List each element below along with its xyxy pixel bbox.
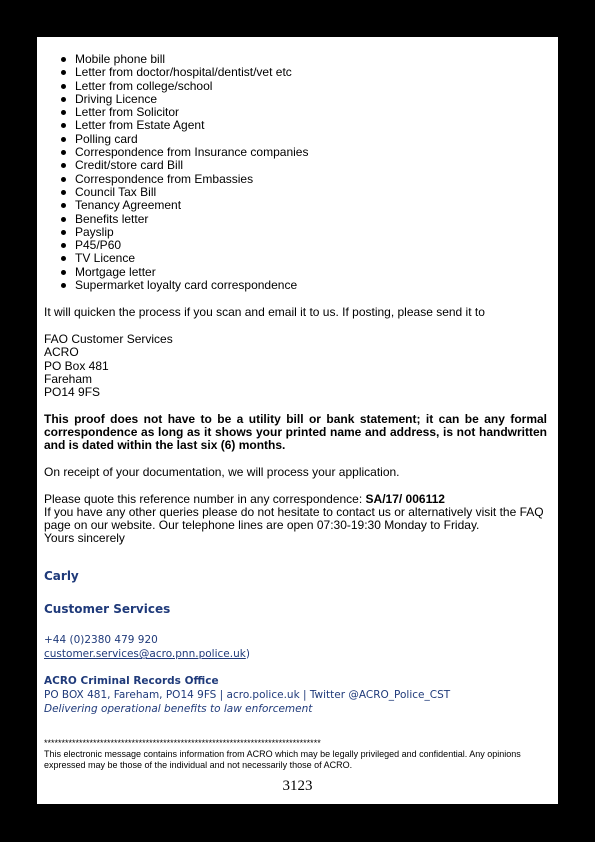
email-link[interactable]: customer.services@acro.pnn.police.uk xyxy=(44,648,246,661)
queries-paragraph: If you have any other queries please do not hesitate to contact us or alternatively visit the FAQ page on our website. Our telephone lines are open 07:30-19:30 Monday to Friday. xyxy=(44,504,544,533)
list-item: Credit/store card Bill xyxy=(75,159,547,172)
signature-org: ACRO Criminal Records Office xyxy=(44,675,219,688)
receipt-paragraph: On receipt of your documentation, we will process your application. xyxy=(44,464,400,479)
accepted-documents-list xyxy=(44,53,547,292)
list-item: Supermarket loyalty card correspondence xyxy=(75,279,547,292)
address-line: PO14 9FS xyxy=(44,385,101,400)
signature-org-address: PO BOX 481, Fareham, PO14 9FS | acro.police.uk | Twitter @ACRO_Police_CST xyxy=(44,689,451,702)
closing: Yours sincerely xyxy=(44,531,125,546)
signature-tagline: Delivering operational benefits to law enforcement xyxy=(44,703,313,716)
address-line: Fareham xyxy=(44,371,93,386)
list-item: Letter from Estate Agent xyxy=(75,119,547,132)
address-line: ACRO xyxy=(44,345,79,360)
address-line: PO Box 481 xyxy=(44,358,109,373)
list-item: Polling card xyxy=(75,133,547,146)
list-item: Letter from doctor/hospital/dentist/vet etc xyxy=(75,66,547,79)
email-suffix: ) xyxy=(245,648,250,661)
list-item: Mortgage letter xyxy=(75,266,547,279)
list-item: Correspondence from Embassies xyxy=(75,173,547,186)
quicken-paragraph: It will quicken the process if you scan and email it to us. If posting, please send it to xyxy=(44,305,485,320)
list-item: TV Licence xyxy=(75,252,547,265)
signature-phone: +44 (0)2380 479 920 xyxy=(44,634,158,647)
list-item: Letter from Solicitor xyxy=(75,106,547,119)
disclaimer-text: This electronic message contains information from ACRO which may be legally privileged and confidential. Any opinions expressed may be those of the individual and not necessarily those of ACRO. xyxy=(44,749,521,771)
proof-paragraph: This proof does not have to be a utility bill or bank statement; it can be any formal correspondence as long as it shows your printed name and address, is not handwritten and is dated within the last six (6) months. xyxy=(44,411,547,453)
list-item: P45/P60 xyxy=(75,239,547,252)
list-item: Tenancy Agreement xyxy=(75,199,547,212)
list-item: Benefits letter xyxy=(75,213,547,226)
signature-department: Customer Services xyxy=(44,601,171,616)
list-item: Driving Licence xyxy=(75,93,547,106)
reference-number: SA/17/ 006112 xyxy=(365,491,445,506)
list-item: Correspondence from Insurance companies xyxy=(75,146,547,159)
page-number: 3123 xyxy=(282,778,313,794)
document-page xyxy=(37,37,558,804)
list-item: Council Tax Bill xyxy=(75,186,547,199)
signature-email-line xyxy=(44,647,547,661)
list-item: Letter from college/school xyxy=(75,80,547,93)
list-item: Payslip xyxy=(75,226,547,239)
letter-body xyxy=(44,53,547,771)
signature-name: Carly xyxy=(44,568,79,583)
disclaimer-stars: ******************************************************************************* xyxy=(44,738,321,749)
reference-prefix: Please quote this reference number in any correspondence: xyxy=(44,491,366,506)
reference-line xyxy=(44,493,547,506)
postal-address xyxy=(44,333,547,399)
list-item: Mobile phone bill xyxy=(75,53,547,66)
address-line: FAO Customer Services xyxy=(44,331,173,346)
